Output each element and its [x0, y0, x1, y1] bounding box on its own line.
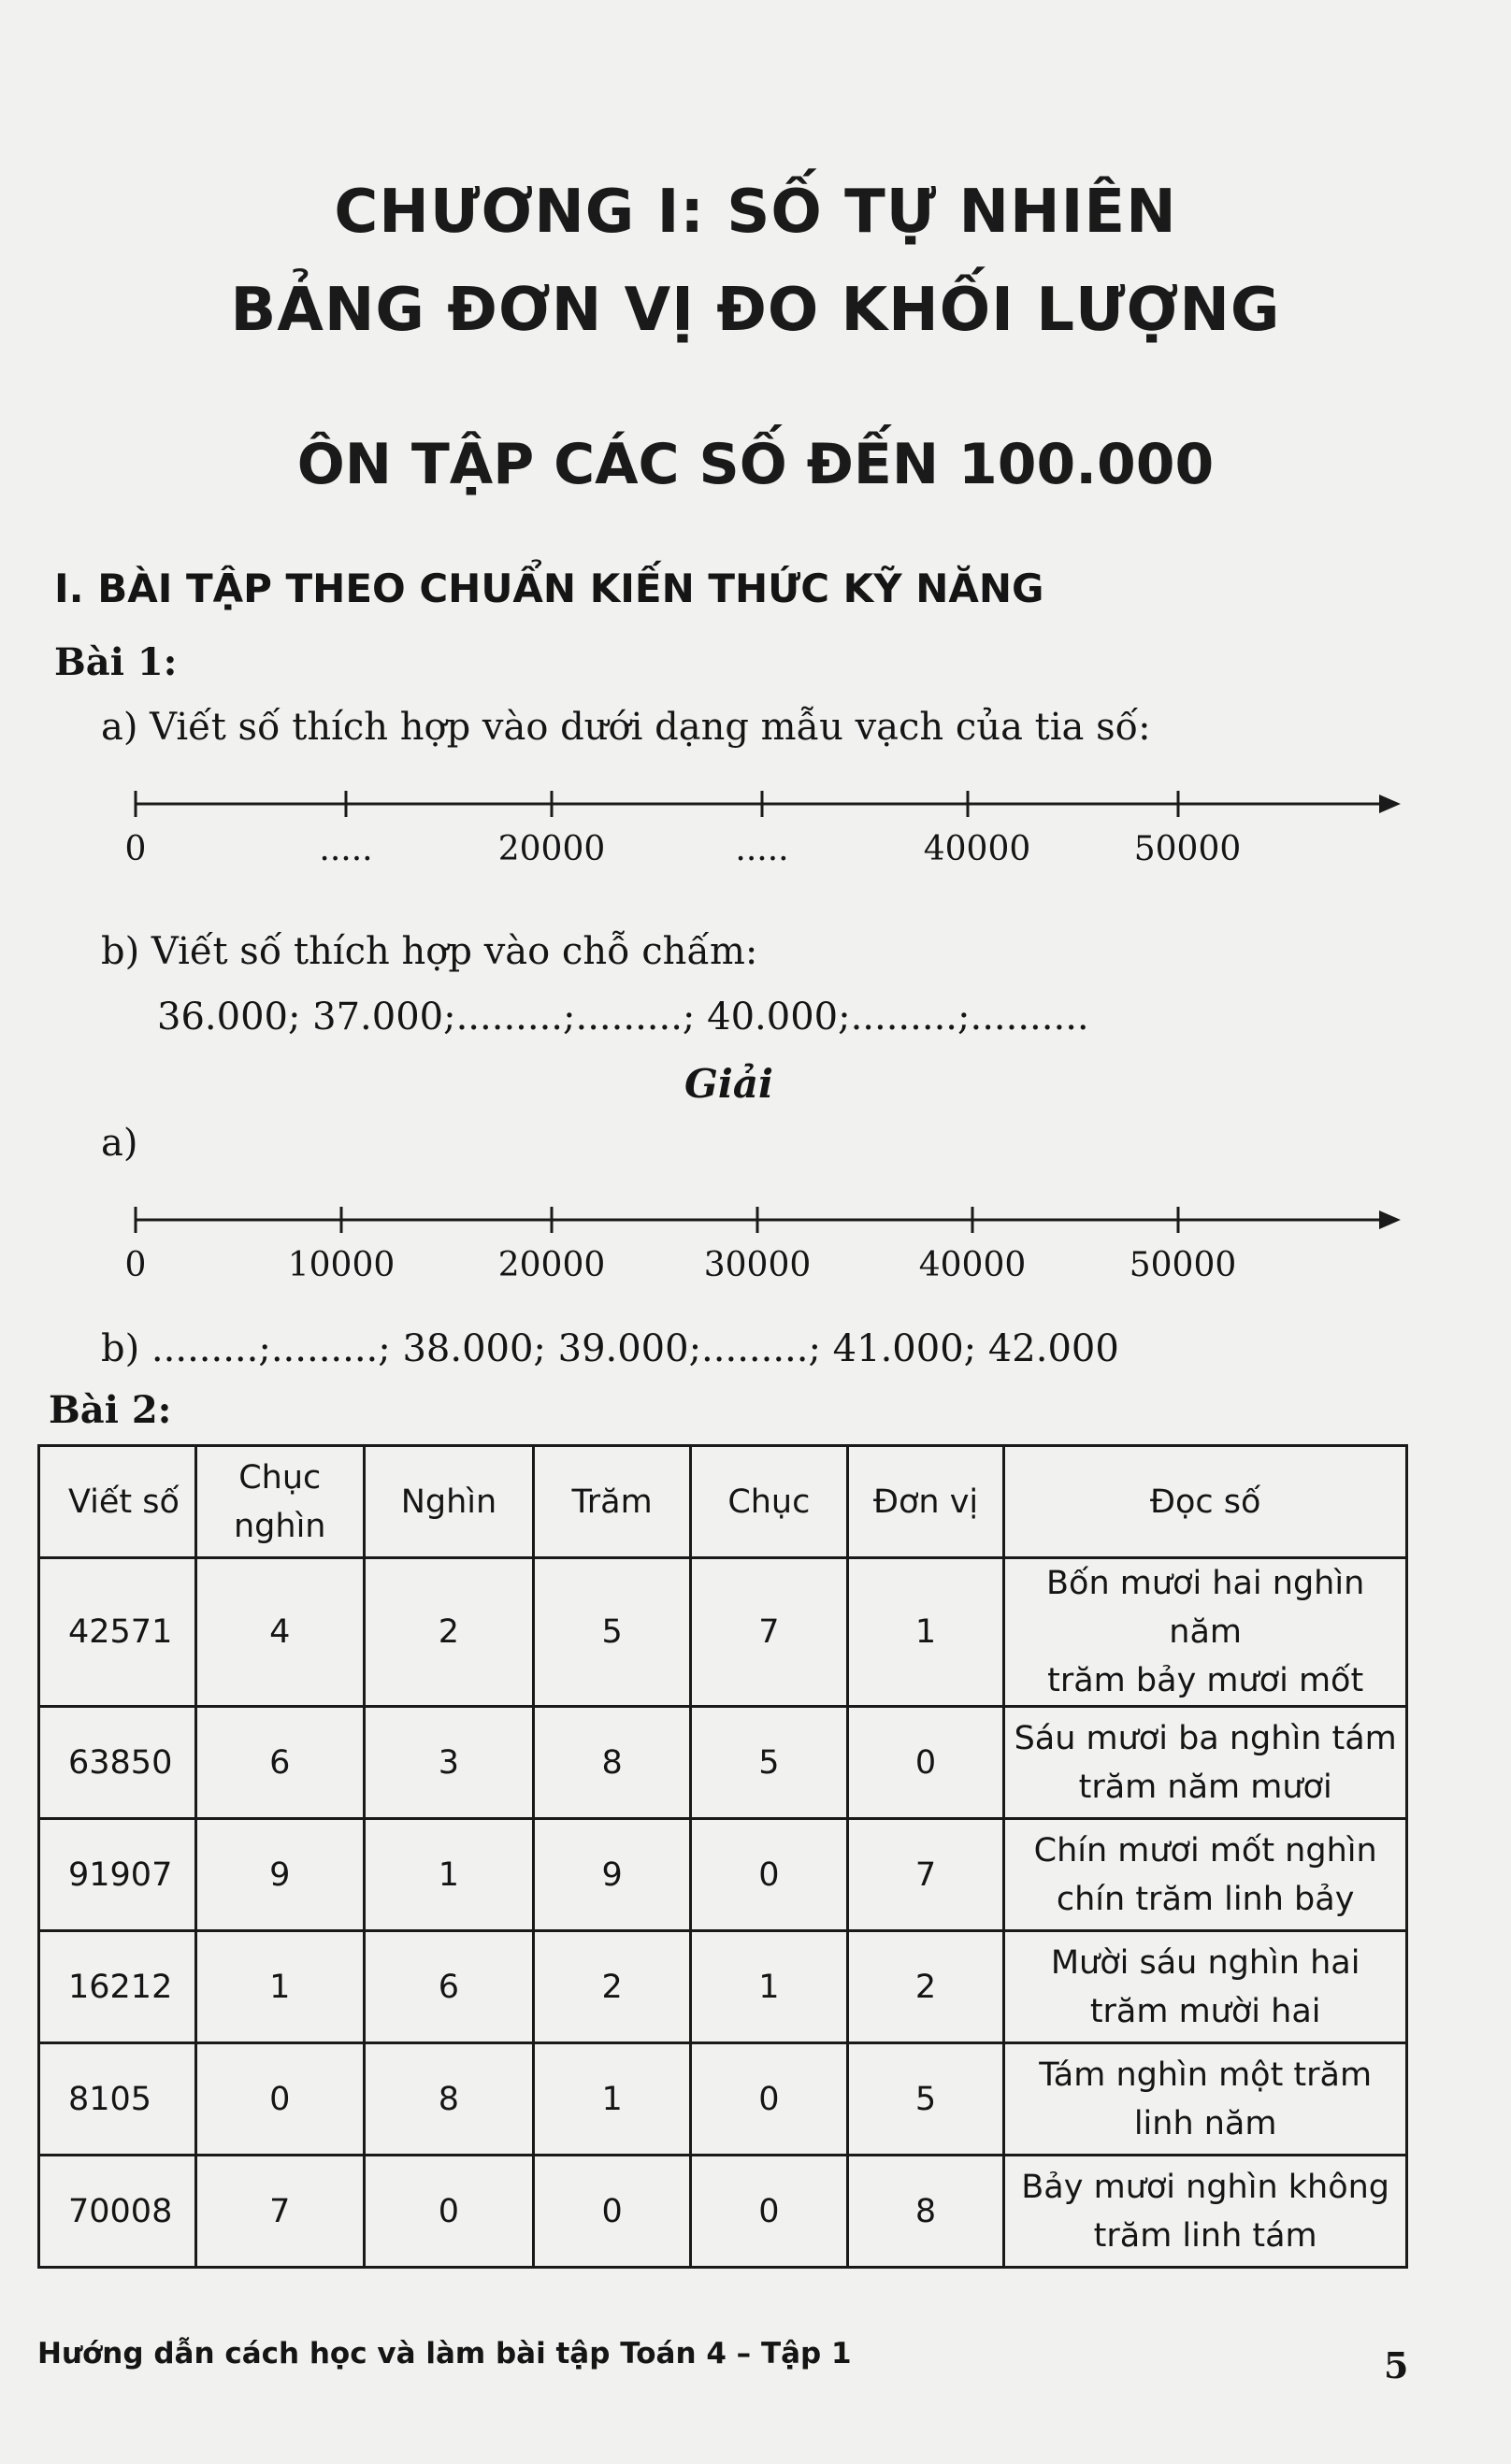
cell-ten-thousands: 6	[195, 1707, 364, 1819]
header-nghin: Nghìn	[364, 1446, 534, 1558]
exercise-1-part-a: a) Viết số thích hợp vào dưới dạng mẫu vạch của tia số:	[101, 706, 1151, 749]
cell-tens: 5	[690, 1707, 847, 1819]
cell-reading: Bốn mươi hai nghìn năm trăm bảy mươi mốt	[1004, 1558, 1407, 1707]
cell-tens: 0	[690, 1819, 847, 1931]
cell-reading: Tám nghìn một trăm linh năm	[1004, 2043, 1407, 2156]
tick-label: .....	[735, 830, 789, 868]
table-header-row	[39, 1446, 1407, 1558]
cell-thousands: 3	[364, 1707, 534, 1819]
cell-thousands: 2	[364, 1558, 534, 1707]
header-chuc-nghin: Chục nghìn	[195, 1446, 364, 1558]
chapter-title-line1: CHƯƠNG I: SỐ TỰ NHIÊN	[334, 178, 1177, 247]
cell-units: 7	[847, 1819, 1004, 1931]
table-row	[39, 1931, 1407, 2043]
cell-hundreds: 8	[534, 1707, 691, 1819]
cell-units: 0	[847, 1707, 1004, 1819]
number-line-answer	[122, 1192, 1412, 1295]
cell-units: 8	[847, 2156, 1004, 2268]
cell-hundreds: 2	[534, 1931, 691, 2043]
lesson-title: ÔN TẬP CÁC SỐ ĐẾN 100.000	[296, 432, 1215, 497]
tick-label: 40000	[918, 1246, 1027, 1284]
tick-label: .....	[319, 830, 373, 868]
cell-number: 42571	[39, 1558, 196, 1707]
table-row	[39, 1558, 1407, 1707]
cell-tens: 1	[690, 1931, 847, 2043]
cell-reading: Sáu mươi ba nghìn tám trăm năm mươi	[1004, 1707, 1407, 1819]
tick-label: 40000	[923, 830, 1031, 868]
chapter-title-line2: BẢNG ĐƠN VỊ ĐO KHỐI LƯỢNG	[230, 276, 1281, 345]
cell-tens: 0	[690, 2156, 847, 2268]
exercise-1-part-b: b) Viết số thích hợp vào chỗ chấm:	[101, 930, 758, 973]
tick-label: 20000	[497, 1246, 606, 1284]
cell-tens: 7	[690, 1558, 847, 1707]
cell-reading: Mười sáu nghìn hai trăm mười hai	[1004, 1931, 1407, 2043]
header-viet-so: Viết số	[39, 1446, 196, 1558]
sequence-question: 36.000; 37.000;.........;.........; 40.000;.........;..........	[157, 996, 1089, 1039]
arrow-head-icon	[1379, 1211, 1401, 1229]
place-value-table	[37, 1444, 1408, 2269]
book-footer: Hướng dẫn cách học và làm bài tập Toán 4 – Tập 1	[37, 2337, 852, 2371]
page-number: 5	[1384, 2344, 1409, 2386]
header-tram: Trăm	[534, 1446, 691, 1558]
tick-label: 0	[124, 830, 147, 868]
exercise-2-title: Bài 2:	[49, 1388, 172, 1432]
cell-units: 5	[847, 2043, 1004, 2156]
cell-units: 2	[847, 1931, 1004, 2043]
cell-tens: 0	[690, 2043, 847, 2156]
header-doc-so: Đọc số	[1004, 1446, 1407, 1558]
tick-label: 30000	[703, 1246, 812, 1284]
cell-reading: Chín mươi mốt nghìn chín trăm linh bảy	[1004, 1819, 1407, 1931]
cell-thousands: 6	[364, 1931, 534, 2043]
cell-thousands: 0	[364, 2156, 534, 2268]
cell-ten-thousands: 0	[195, 2043, 364, 2156]
answer-a-label: a)	[101, 1122, 138, 1165]
cell-thousands: 1	[364, 1819, 534, 1931]
cell-hundreds: 9	[534, 1819, 691, 1931]
cell-number: 8105	[39, 2043, 196, 2156]
table-row	[39, 2043, 1407, 2156]
tick-label: 20000	[497, 830, 606, 868]
cell-hundreds: 0	[534, 2156, 691, 2268]
tick-label: 0	[124, 1246, 147, 1284]
cell-thousands: 8	[364, 2043, 534, 2156]
tick-label: 50000	[1129, 1246, 1237, 1284]
table-row	[39, 2156, 1407, 2268]
section-title: I. BÀI TẬP THEO CHUẨN KIẾN THỨC KỸ NĂNG	[54, 566, 1044, 611]
arrow-head-icon	[1379, 795, 1401, 813]
cell-number: 70008	[39, 2156, 196, 2268]
tick-label: 50000	[1133, 830, 1242, 868]
cell-reading: Bảy mươi nghìn không trăm linh tám	[1004, 2156, 1407, 2268]
tick-label: 10000	[287, 1246, 396, 1284]
cell-hundreds: 5	[534, 1558, 691, 1707]
cell-ten-thousands: 4	[195, 1558, 364, 1707]
cell-ten-thousands: 1	[195, 1931, 364, 2043]
sequence-answer: b) .........;.........; 38.000; 39.000;.........; 41.000; 42.000	[101, 1327, 1119, 1370]
cell-units: 1	[847, 1558, 1004, 1707]
cell-hundreds: 1	[534, 2043, 691, 2156]
table-row	[39, 1707, 1407, 1819]
cell-ten-thousands: 7	[195, 2156, 364, 2268]
cell-number: 91907	[39, 1819, 196, 1931]
header-chuc: Chục	[690, 1446, 847, 1558]
solution-heading: Giải	[684, 1061, 773, 1107]
cell-number: 16212	[39, 1931, 196, 2043]
number-line-question	[122, 776, 1412, 879]
exercise-1-title: Bài 1:	[54, 640, 178, 684]
cell-number: 63850	[39, 1707, 196, 1819]
header-don-vi: Đơn vị	[847, 1446, 1004, 1558]
cell-ten-thousands: 9	[195, 1819, 364, 1931]
table-row	[39, 1819, 1407, 1931]
